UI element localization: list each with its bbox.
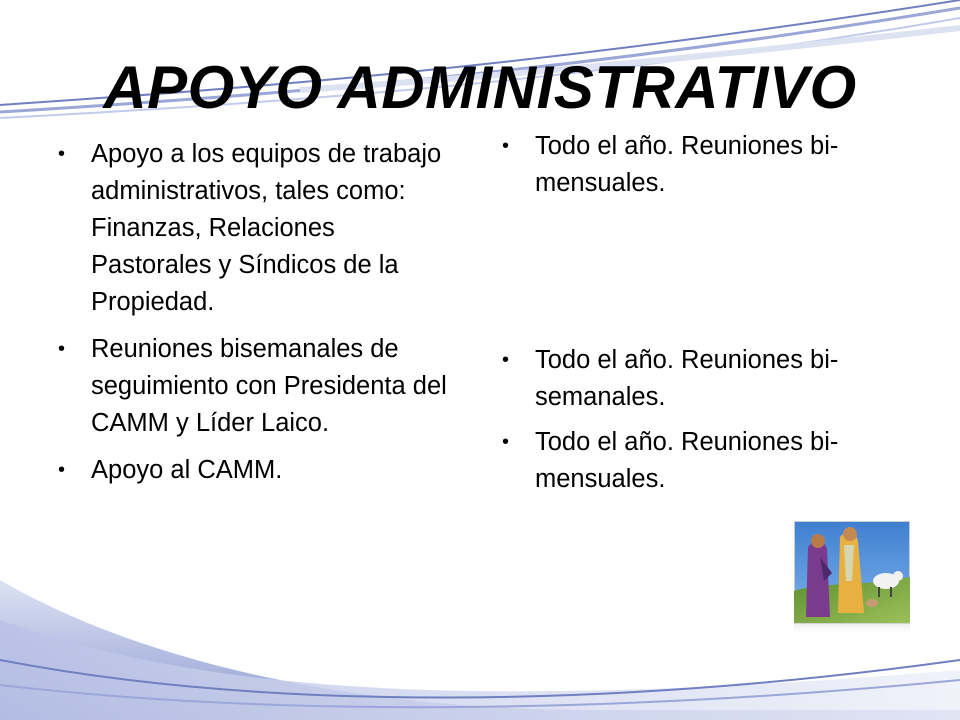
left-bullet-list: [58, 136, 458, 499]
list-item: • Apoyo a los equipos de trabajo administrativos, tales como: Finanzas, Relaciones Pastorales y Síndicos de la Propiedad.: [58, 136, 458, 321]
pilgrims-illustration-image: [794, 521, 910, 635]
right-bullet-list: [502, 128, 882, 498]
list-item: • Reuniones bisemanales de seguimiento con Presidenta del CAMM y Líder Laico.: [58, 331, 458, 442]
list-item: • Apoyo al CAMM.: [58, 452, 458, 489]
list-item: • Todo el año. Reuniones bi-mensuales.: [502, 128, 882, 202]
list-item: • Todo el año. Reuniones bi-semanales.: [502, 342, 882, 416]
list-item: • Todo el año. Reuniones bi-mensuales.: [502, 424, 882, 498]
slide-title: APOYO ADMINISTRATIVO: [103, 54, 857, 121]
